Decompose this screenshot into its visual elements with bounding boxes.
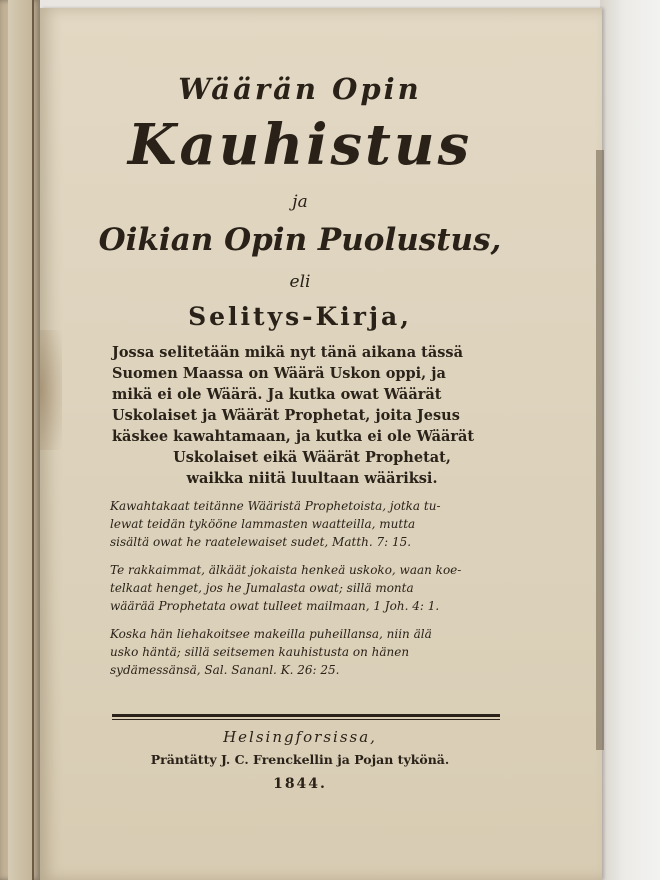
imprint-place: Helsingforsissa,: [223, 728, 377, 746]
description-line: waikka niitä luultaan wääriksi.: [186, 470, 438, 487]
quote-line: Koska hän liehakoitsee makeilla puheillansa, niin älä: [110, 627, 432, 641]
quote-matthew: [110, 497, 512, 551]
description-line: Uskolaiset ja Wäärät Prophetat, joita Jesus: [112, 407, 460, 424]
description-line: Suomen Maassa on Wäärä Uskon oppi, ja: [112, 365, 446, 382]
divider-rule-thin: [112, 719, 500, 720]
description-line: käskee kawahtamaan, ja kutka ei ole Wäärät: [112, 428, 475, 445]
quote-line: usko häntä; sillä seitsemen kauhistusta on hänen: [110, 645, 410, 659]
quote-line: lewat teidän tykööne lammasten waatteilla, mutta: [110, 517, 416, 531]
quote-line: telkaat henget, jos he Jumalasta owat; sillä monta: [110, 581, 414, 595]
title-conjunction-2: eli: [289, 272, 311, 292]
title-line-1: Wäärän Opin: [178, 72, 422, 106]
quote-line: Te rakkaimmat, älkäät jokaista henkeä uskoko, waan koe-: [110, 563, 462, 577]
quote-john: [110, 561, 512, 615]
quote-line: sydämessänsä, Sal. Sananl. K. 26: 25.: [110, 663, 340, 677]
page-edge-shadow: [596, 150, 604, 750]
quote-line: sisältä owat he raatelewaiset sudet, Matth. 7: 15.: [110, 535, 412, 549]
title-line-6: Selitys-Kirja,: [188, 302, 412, 331]
paper-stain: [40, 330, 62, 450]
imprint-year: 1844.: [273, 776, 327, 792]
description-line: mikä ei ole Wäärä. Ja kutka owat Wäärät: [112, 386, 442, 403]
quote-line: Kawahtakaat teitänne Wääristä Prophetoista, jotka tu-: [110, 499, 441, 513]
description-paragraph: [112, 342, 512, 489]
title-line-4: Oikian Opin Puolustus,: [98, 222, 502, 258]
cover-edge: [8, 0, 34, 880]
title-main: Kauhistus: [127, 112, 473, 178]
divider-rule: [112, 714, 500, 717]
description-line: Uskolaiset eikä Wäärät Prophetat,: [173, 449, 451, 466]
imprint-printer: Präntätty J. C. Frenckellin ja Pojan tykönä.: [150, 752, 450, 767]
description-line: Jossa selitetään mikä nyt tänä aikana tässä: [112, 344, 463, 361]
quote-proverbs: [110, 625, 512, 679]
title-conjunction: ja: [292, 192, 308, 212]
quote-line: wäärää Prophetata owat tulleet mailmaan, 1 Joh. 4: 1.: [110, 599, 440, 613]
background-surface: [600, 0, 660, 880]
